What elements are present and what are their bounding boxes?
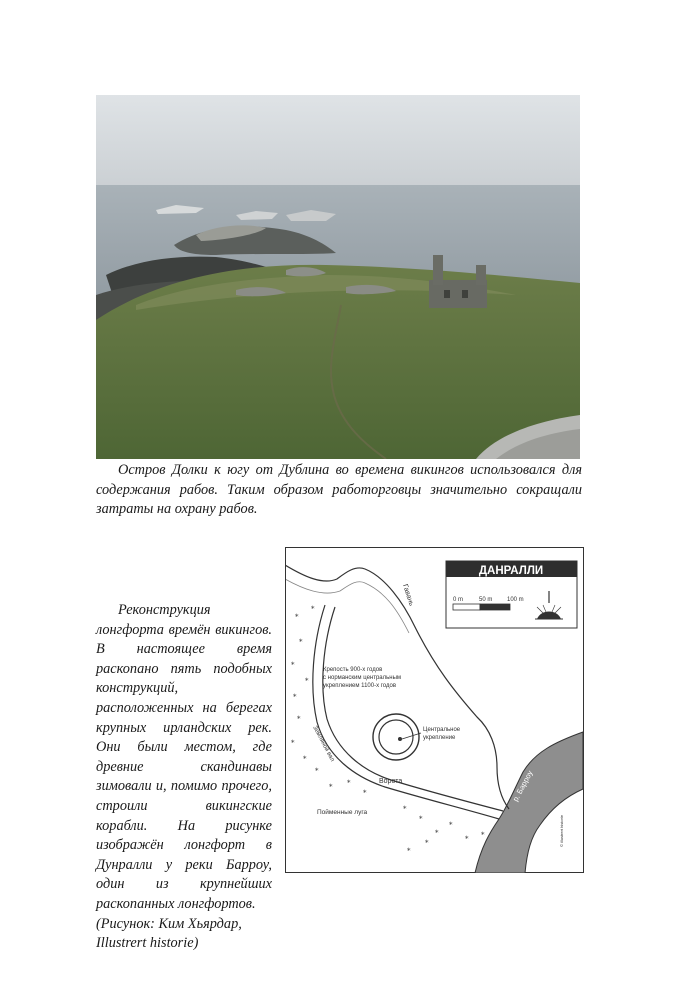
river-label: р. Барроу (510, 769, 535, 803)
gate-label: Ворота (379, 778, 403, 785)
photo (96, 95, 580, 459)
svg-text:⁎: ⁎ (293, 691, 297, 699)
map-caption (96, 601, 272, 954)
longfort-map (285, 547, 584, 873)
map-illustration (285, 547, 584, 873)
fortress-label-1: Крепость 900-х годов (323, 667, 383, 673)
fortress-label-3: укреплением 1100-х годов (323, 683, 397, 689)
center-label-1: Центральное (423, 727, 461, 733)
rampart-label: Земляной вал (311, 725, 336, 763)
map-title: ДАНРАЛЛИ (478, 565, 544, 577)
svg-text:⁎: ⁎ (291, 737, 295, 745)
svg-text:⁎: ⁎ (303, 753, 307, 761)
svg-text:⁎: ⁎ (465, 833, 469, 841)
center-label-2: укрепление (423, 735, 456, 741)
scale-label-0: 0 m (453, 597, 464, 603)
meadow-label: Пойменные луга (317, 809, 368, 816)
fortress-label-2: с норманским центральным (323, 675, 402, 681)
svg-text:⁎: ⁎ (435, 827, 439, 835)
svg-text:⁎: ⁎ (311, 603, 315, 611)
svg-text:⁎: ⁎ (347, 777, 351, 785)
svg-text:⁎: ⁎ (481, 829, 485, 837)
svg-text:⁎: ⁎ (297, 713, 301, 721)
svg-text:⁎: ⁎ (299, 636, 303, 644)
credit-source: Illustrert historie) (96, 935, 199, 952)
photo-illustration (96, 95, 580, 459)
credit-line: (Рисунок: Ким Хьярдар, (96, 915, 242, 932)
road-label: Гавань (401, 583, 415, 607)
svg-text:⁎: ⁎ (449, 819, 453, 827)
photo-caption: Остров Долки к югу от Дублина во времена викингов использовался для содержания рабов. Таким образом работорговцы значительно сокращали затраты на охрану рабов. (96, 462, 582, 517)
scale-label-100: 100 m (507, 597, 524, 603)
svg-text:⁎: ⁎ (407, 845, 411, 853)
svg-text:⁎: ⁎ (315, 765, 319, 773)
scale-label-50: 50 m (479, 597, 493, 603)
svg-text:⁎: ⁎ (329, 781, 333, 789)
svg-text:⁎: ⁎ (419, 813, 423, 821)
svg-text:⁎: ⁎ (363, 787, 367, 795)
svg-text:⁎: ⁎ (291, 659, 295, 667)
map-caption-text: Реконструкция лонгфорта времён викингов. В настоящее время раскопано пять подобных конструкций, расположенных на берегах крупных ирландских рек. Они были местом, где древние скандинавы зимовали и, помимо прочего, строили викингские корабли. На рисунке изображён лонгфорт в Дунралли у реки Барроу, один из крупнейших раскопанных лонгфортов. (96, 602, 272, 912)
map-copyright: © illustrert historie (559, 814, 564, 847)
svg-text:⁎: ⁎ (403, 803, 407, 811)
svg-text:⁎: ⁎ (295, 611, 299, 619)
svg-text:⁎: ⁎ (425, 837, 429, 845)
svg-text:⁎: ⁎ (305, 675, 309, 683)
